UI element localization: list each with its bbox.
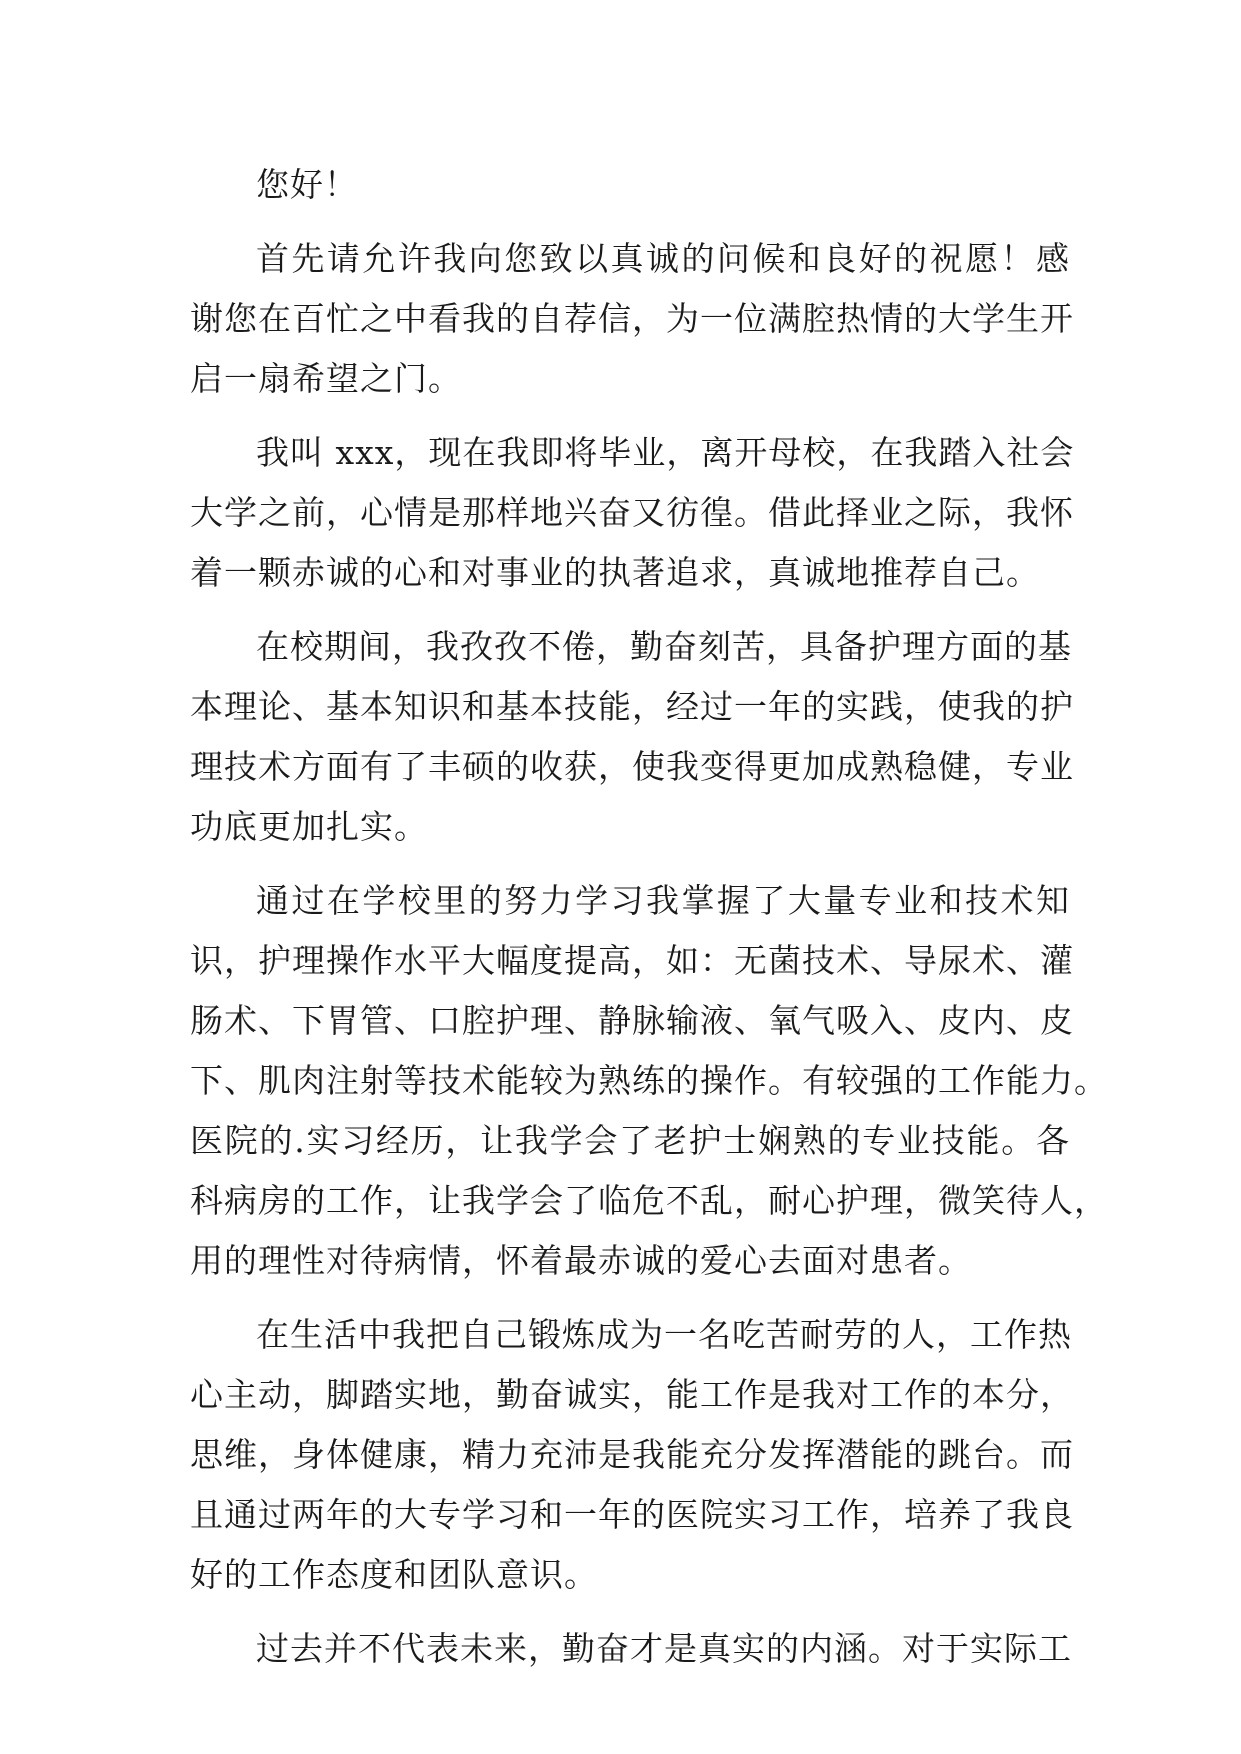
paragraph-line: 心主动，脚踏实地，勤奋诚实，能工作是我对工作的本分， xyxy=(190,1375,1074,1414)
paragraph-line: 着一颗赤诚的心和对事业的执著追求，真诚地推荐自己。 xyxy=(190,553,1040,592)
paragraph-line: 医院的.实习经历，让我学会了老护士娴熟的专业技能。各 xyxy=(190,1121,1070,1160)
paragraph xyxy=(190,1305,1074,1605)
paragraph-line: 好的工作态度和团队意识。 xyxy=(190,1555,598,1594)
paragraph-line: 理技术方面有了丰硕的收获，使我变得更加成熟稳健，专业 xyxy=(190,747,1074,786)
paragraph-line: 启一扇希望之门。 xyxy=(190,359,462,398)
paragraph-line: 我叫 xxx，现在我即将毕业，离开母校，在我踏入社会 xyxy=(256,433,1075,472)
paragraph-line: 在生活中我把自己锻炼成为一名吃苦耐劳的人，工作热 xyxy=(256,1315,1072,1354)
paragraph-line: 大学之前，心情是那样地兴奋又彷徨。借此择业之际，我怀 xyxy=(190,493,1074,532)
paragraph xyxy=(190,423,1075,603)
paragraph-line: 功底更加扎实。 xyxy=(190,807,428,846)
paragraph-line: 识，护理操作水平大幅度提高，如：无菌技术、导尿术、灌 xyxy=(190,941,1074,980)
paragraph-line: 谢您在百忙之中看我的自荐信，为一位满腔热情的大学生开 xyxy=(190,299,1074,338)
paragraph-line: 用的理性对待病情，怀着最赤诚的爱心去面对患者。 xyxy=(190,1241,972,1280)
paragraph-line: 通过在学校里的努力学习我掌握了大量专业和技术知 xyxy=(256,881,1070,920)
greeting-line: 您好！ xyxy=(256,165,358,204)
paragraph-line: 肠术、下胃管、口腔护理、静脉输液、氧气吸入、皮内、皮 xyxy=(190,1001,1074,1040)
paragraph-line: 且通过两年的大专学习和一年的医院实习工作，培养了我良 xyxy=(190,1495,1074,1534)
paragraph-line: 本理论、基本知识和基本技能，经过一年的实践，使我的护 xyxy=(190,687,1074,726)
paragraph-line: 在校期间，我孜孜不倦，勤奋刻苦，具备护理方面的基 xyxy=(256,627,1072,666)
paragraph xyxy=(190,229,1074,409)
paragraph-line: 下、肌肉注射等技术能较为熟练的操作。有较强的工作能力。 xyxy=(190,1061,1108,1100)
paragraph-line: 思维，身体健康，精力充沛是我能充分发挥潜能的跳台。而 xyxy=(190,1435,1074,1474)
paragraph-line: 首先请允许我向您致以真诚的问候和良好的祝愿！感 xyxy=(256,239,1070,278)
paragraph xyxy=(190,1619,1070,1679)
paragraph-line: 科病房的工作，让我学会了临危不乱，耐心护理，微笑待人， xyxy=(190,1181,1108,1220)
paragraph xyxy=(190,617,1074,857)
paragraph-line: 过去并不代表未来，勤奋才是真实的内涵。对于实际工 xyxy=(256,1629,1072,1668)
letter-body xyxy=(190,155,1108,1679)
paragraph xyxy=(190,871,1108,1291)
